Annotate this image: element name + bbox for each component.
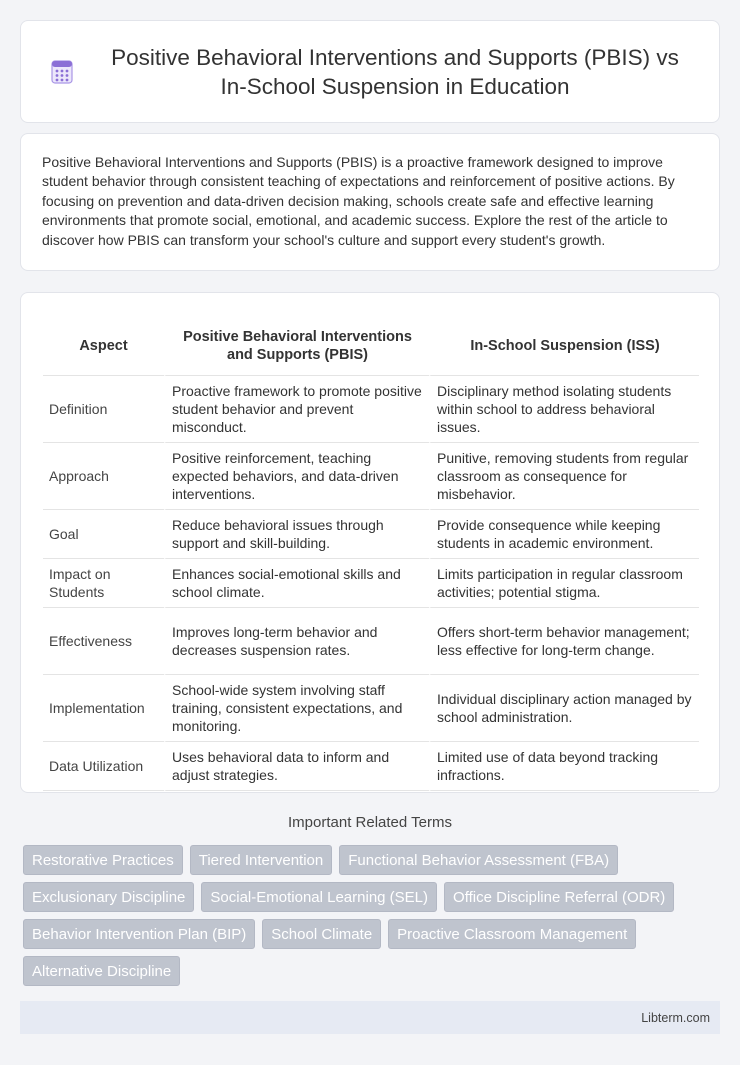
row-pbis: Enhances social-emotional skills and school climate. [164,559,429,608]
row-pbis: Positive reinforcement, teaching expected behaviors, and data-driven interventions. [164,443,429,510]
related-term-tag[interactable]: Proactive Classroom Management [388,919,636,949]
row-pbis: Reduce behavioral issues through support and skill-building. [164,510,429,559]
row-aspect: Definition [43,376,164,443]
row-iss: Individual disciplinary action managed by school administration. [429,675,699,742]
intro-text: Positive Behavioral Interventions and Supports (PBIS) is a proactive framework designed to improve student behavior through consistent teaching of expectations and reinforcement of positive actions. By focusing on prevention and data-driven decision making, schools create safe and effective learning environments that promote social, emotional, and academic success. Explore the rest of the article to discover how PBIS can transform your school's culture and support every student's growth. [42,154,675,248]
table-row [43,608,699,675]
row-aspect: Data Utilization [43,742,164,791]
comparison-table-card [20,292,720,793]
related-term-tag[interactable]: Social-Emotional Learning (SEL) [201,882,437,912]
related-terms-title: Important Related Terms [288,814,452,831]
comparison-table [43,312,699,791]
calculator-icon [49,59,75,85]
row-iss: Offers short-term behavior management; less effective for long-term change. [429,608,699,675]
table-row [43,376,699,443]
row-aspect: Goal [43,510,164,559]
row-iss: Disciplinary method isolating students within school to address behavioral issues. [429,376,699,443]
header-aspect: Aspect [43,312,164,376]
row-pbis: Improves long-term behavior and decreases suspension rates. [164,608,429,675]
row-pbis: Proactive framework to promote positive student behavior and prevent misconduct. [164,376,429,443]
row-iss: Limited use of data beyond tracking infractions. [429,742,699,791]
related-term-tag[interactable]: Functional Behavior Assessment (FBA) [339,845,618,875]
related-terms-list [23,845,723,993]
header-card [20,20,720,123]
page-title: Positive Behavioral Interventions and Supports (PBIS) vs In-School Suspension in Education [111,44,679,99]
intro-card [20,133,720,271]
related-term-tag[interactable]: Office Discipline Referral (ODR) [444,882,674,912]
table-row [43,559,699,608]
related-term-tag[interactable]: Behavior Intervention Plan (BIP) [23,919,255,949]
row-iss: Limits participation in regular classroom activities; potential stigma. [429,559,699,608]
related-term-tag[interactable]: Tiered Intervention [190,845,333,875]
related-term-tag[interactable]: Alternative Discipline [23,956,180,986]
table-row [43,443,699,510]
row-aspect: Effectiveness [43,608,164,675]
header-pbis: Positive Behavioral Interventions and Supports (PBIS) [164,312,429,376]
header-iss: In-School Suspension (ISS) [429,312,699,376]
table-row [43,742,699,791]
row-pbis: School-wide system involving staff training, consistent expectations, and monitoring. [164,675,429,742]
table-header-row [43,312,699,376]
row-aspect: Implementation [43,675,164,742]
row-pbis: Uses behavioral data to inform and adjust strategies. [164,742,429,791]
row-aspect: Approach [43,443,164,510]
table-row [43,510,699,559]
table-row [43,675,699,742]
row-iss: Provide consequence while keeping students in academic environment. [429,510,699,559]
row-aspect: Impact on Students [43,559,164,608]
footer [20,1001,720,1034]
footer-site-link[interactable]: Libterm.com [641,1011,710,1025]
related-term-tag[interactable]: School Climate [262,919,381,949]
related-term-tag[interactable]: Restorative Practices [23,845,183,875]
related-term-tag[interactable]: Exclusionary Discipline [23,882,194,912]
row-iss: Punitive, removing students from regular classroom as consequence for misbehavior. [429,443,699,510]
